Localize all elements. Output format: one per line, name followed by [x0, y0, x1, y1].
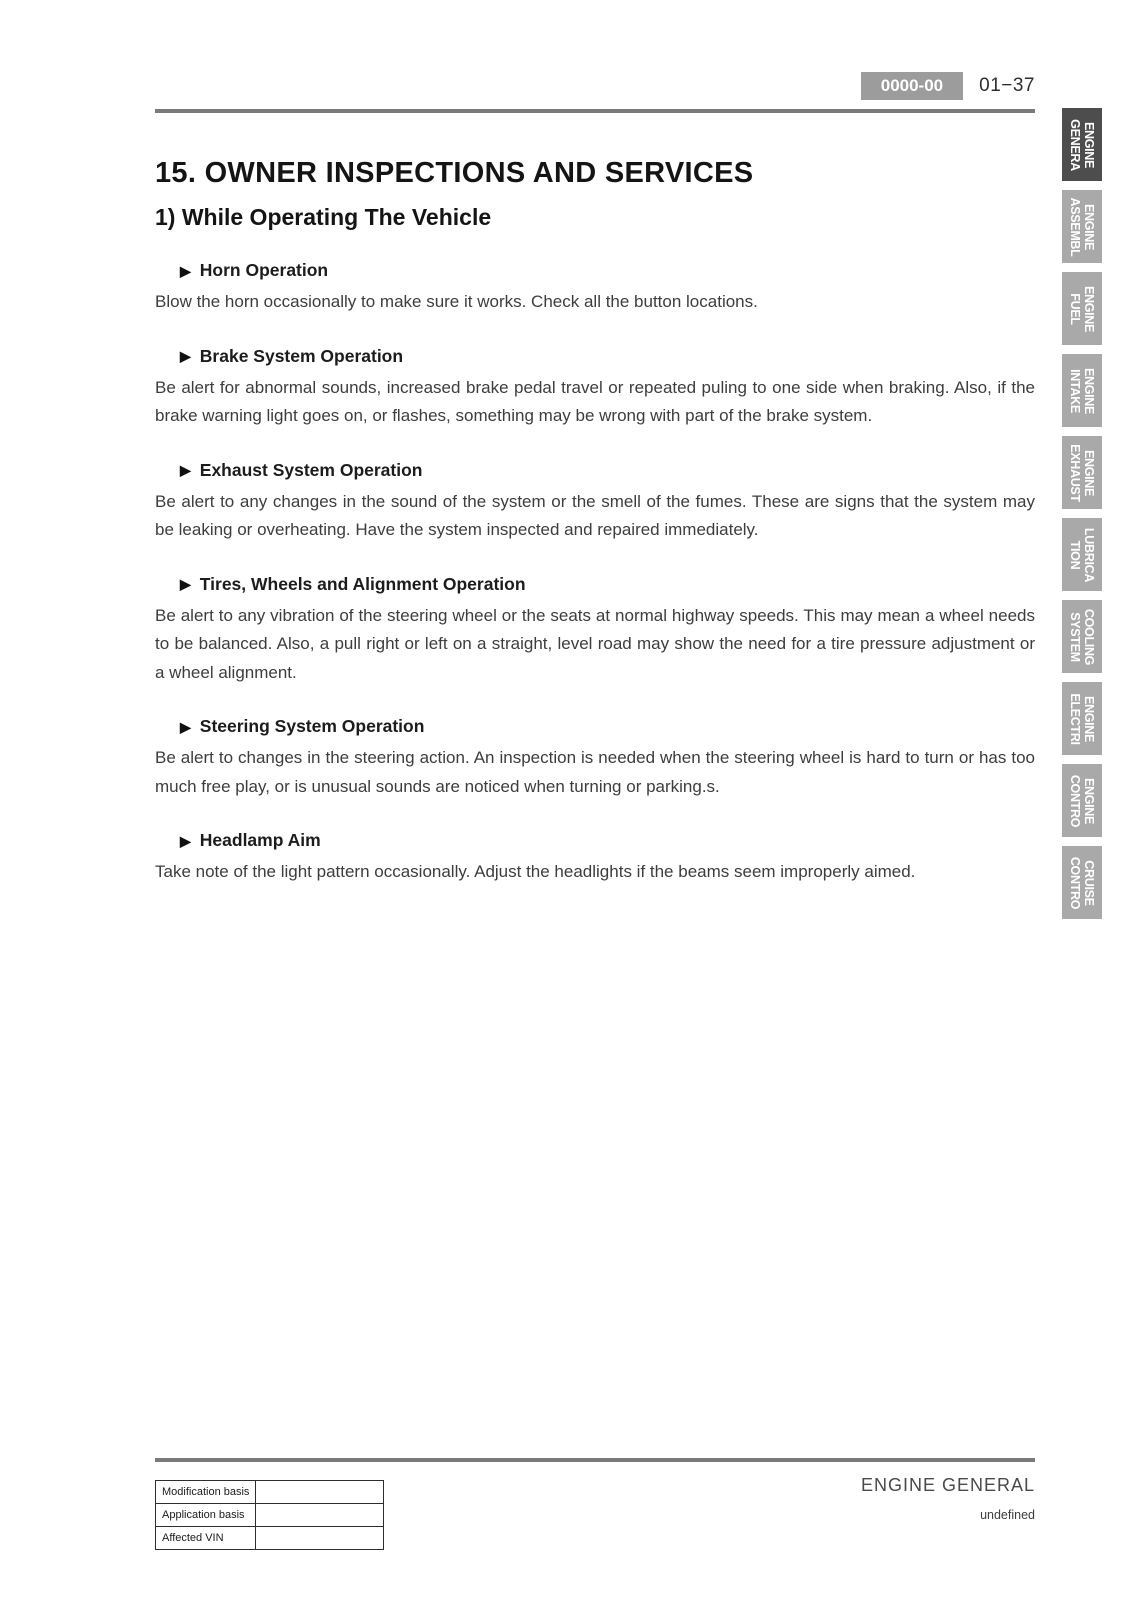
triangle-bullet-icon: ▶: [180, 718, 191, 735]
section-horn-operation: [155, 260, 1035, 317]
triangle-bullet-icon: ▶: [180, 576, 191, 592]
section-exhaust-system: [155, 460, 1035, 545]
section-heading-text: Exhaust System Operation: [199, 459, 423, 480]
table-row-value: [256, 1504, 384, 1527]
tab-label-line2: TION: [1068, 540, 1082, 569]
table-row: [156, 1504, 384, 1527]
section-heading: [180, 830, 1035, 851]
tab-label-line2: INTAKE: [1068, 368, 1082, 413]
section-heading: [180, 346, 1035, 367]
main-content: [0, 157, 1132, 887]
triangle-bullet-icon: ▶: [180, 262, 191, 279]
page-footer: [155, 1458, 1035, 1550]
tab-label-line2: EXHAUST: [1068, 443, 1082, 502]
section-heading: [180, 574, 1035, 595]
tab-label-line1: ENGINE: [1082, 285, 1096, 332]
page-header: [0, 0, 1132, 100]
table-row: [156, 1481, 384, 1504]
section-code-badge: 0000-00: [861, 72, 963, 100]
section-heading-text: Tires, Wheels and Alignment Operation: [199, 573, 526, 594]
modification-table: [155, 1480, 384, 1550]
tab-label-line1: ENGINE: [1082, 121, 1096, 168]
section-brake-system: [155, 346, 1035, 431]
chapter-tab-strip: [1062, 108, 1102, 919]
sidebar-tab-engine-general[interactable]: [1062, 108, 1102, 181]
sidebar-tab-engine-fuel[interactable]: [1062, 272, 1102, 345]
table-row-label: Modification basis: [156, 1481, 256, 1504]
triangle-bullet-icon: ▶: [180, 462, 191, 478]
tab-label-line2: SYSTEM: [1068, 611, 1082, 662]
section-body: Be alert to any changes in the sound of the system or the smell of the fumes. These are signs that the system may be leaking or overheating. Have the system inspected and repaired immediately.: [155, 491, 1035, 539]
table-row-label: Application basis: [156, 1504, 256, 1527]
sidebar-tab-cooling-system[interactable]: [1062, 600, 1102, 673]
sidebar-tab-cruise-control[interactable]: [1062, 846, 1102, 919]
tab-label-line2: ELECTRI: [1068, 692, 1082, 745]
section-body: Be alert to changes in the steering action. An inspection is needed when the steering wheel is hard to turn or has too much free play, or is unusual sounds are noticed when turning or parking.s.: [155, 748, 1035, 796]
page-number: 01−37: [979, 75, 1035, 96]
tab-label-line1: ENGINE: [1082, 449, 1096, 496]
header-rule: [155, 109, 1035, 113]
section-body: Be alert to any vibration of the steering wheel or the seats at normal highway speeds. This may mean a wheel needs to be balanced. Also, a pull right or left on a straight, level road may show the need for a tire pressure adjustment or a wheel alignment.: [155, 605, 1035, 682]
table-row-value: [256, 1481, 384, 1504]
sidebar-tab-engine-intake[interactable]: [1062, 354, 1102, 427]
tab-label-line1: COOLING: [1082, 608, 1096, 665]
sidebar-tab-engine-control[interactable]: [1062, 764, 1102, 837]
section-heading: [180, 260, 1035, 281]
section-body: Take note of the light pattern occasionally. Adjust the headlights if the beams seem improperly aimed.: [155, 862, 916, 881]
table-row: [156, 1527, 384, 1550]
section-body: Blow the horn occasionally to make sure it works. Check all the button locations.: [155, 292, 758, 311]
table-row-label: Affected VIN: [156, 1527, 256, 1550]
tab-label-line1: ENGINE: [1082, 695, 1096, 742]
sidebar-tab-engine-electrical[interactable]: [1062, 682, 1102, 755]
footer-subtext: undefined: [980, 1508, 1035, 1522]
section-heading-text: Headlamp Aim: [199, 830, 321, 850]
page-title: 15. OWNER INSPECTIONS AND SERVICES: [155, 157, 754, 189]
tab-label-line2: FUEL: [1068, 292, 1082, 325]
section-heading-text: Brake System Operation: [199, 345, 404, 366]
section-steering-system: [155, 716, 1035, 801]
section-headlamp-aim: [155, 830, 1035, 887]
section-heading: [180, 460, 1035, 481]
sidebar-tab-engine-exhaust[interactable]: [1062, 436, 1102, 509]
tab-label-line2: CONTRO: [1068, 774, 1082, 827]
table-row-value: [256, 1527, 384, 1550]
tab-label-line1: ENGINE: [1082, 777, 1096, 824]
triangle-bullet-icon: ▶: [180, 832, 191, 849]
section-heading: [180, 716, 1035, 737]
section-tires-wheels-alignment: [155, 574, 1035, 688]
section-heading-text: Steering System Operation: [199, 716, 425, 736]
tab-label-line1: CRUISE: [1082, 859, 1096, 906]
sidebar-tab-lubrication[interactable]: [1062, 518, 1102, 591]
sidebar-tab-engine-assembly[interactable]: [1062, 190, 1102, 263]
tab-label-line2: ASSEMBL: [1068, 196, 1082, 256]
page-subtitle: 1) While Operating The Vehicle: [155, 204, 492, 230]
footer-section-name: ENGINE GENERAL: [860, 1475, 1035, 1495]
tab-label-line1: ENGINE: [1082, 367, 1096, 414]
section-body: Be alert for abnormal sounds, increased brake pedal travel or repeated puling to one side when braking. Also, if the brake warning light goes on, or flashes, something may be wrong with part of the brake system.: [155, 377, 1035, 425]
triangle-bullet-icon: ▶: [180, 348, 191, 364]
tab-label-line2: CONTRO: [1068, 856, 1082, 909]
section-heading-text: Horn Operation: [199, 260, 329, 280]
tab-label-line1: LUBRICA: [1082, 527, 1096, 582]
tab-label-line2: GENERA: [1068, 118, 1082, 171]
tab-label-line1: ENGINE: [1082, 203, 1096, 250]
footer-right: [861, 1462, 1035, 1522]
